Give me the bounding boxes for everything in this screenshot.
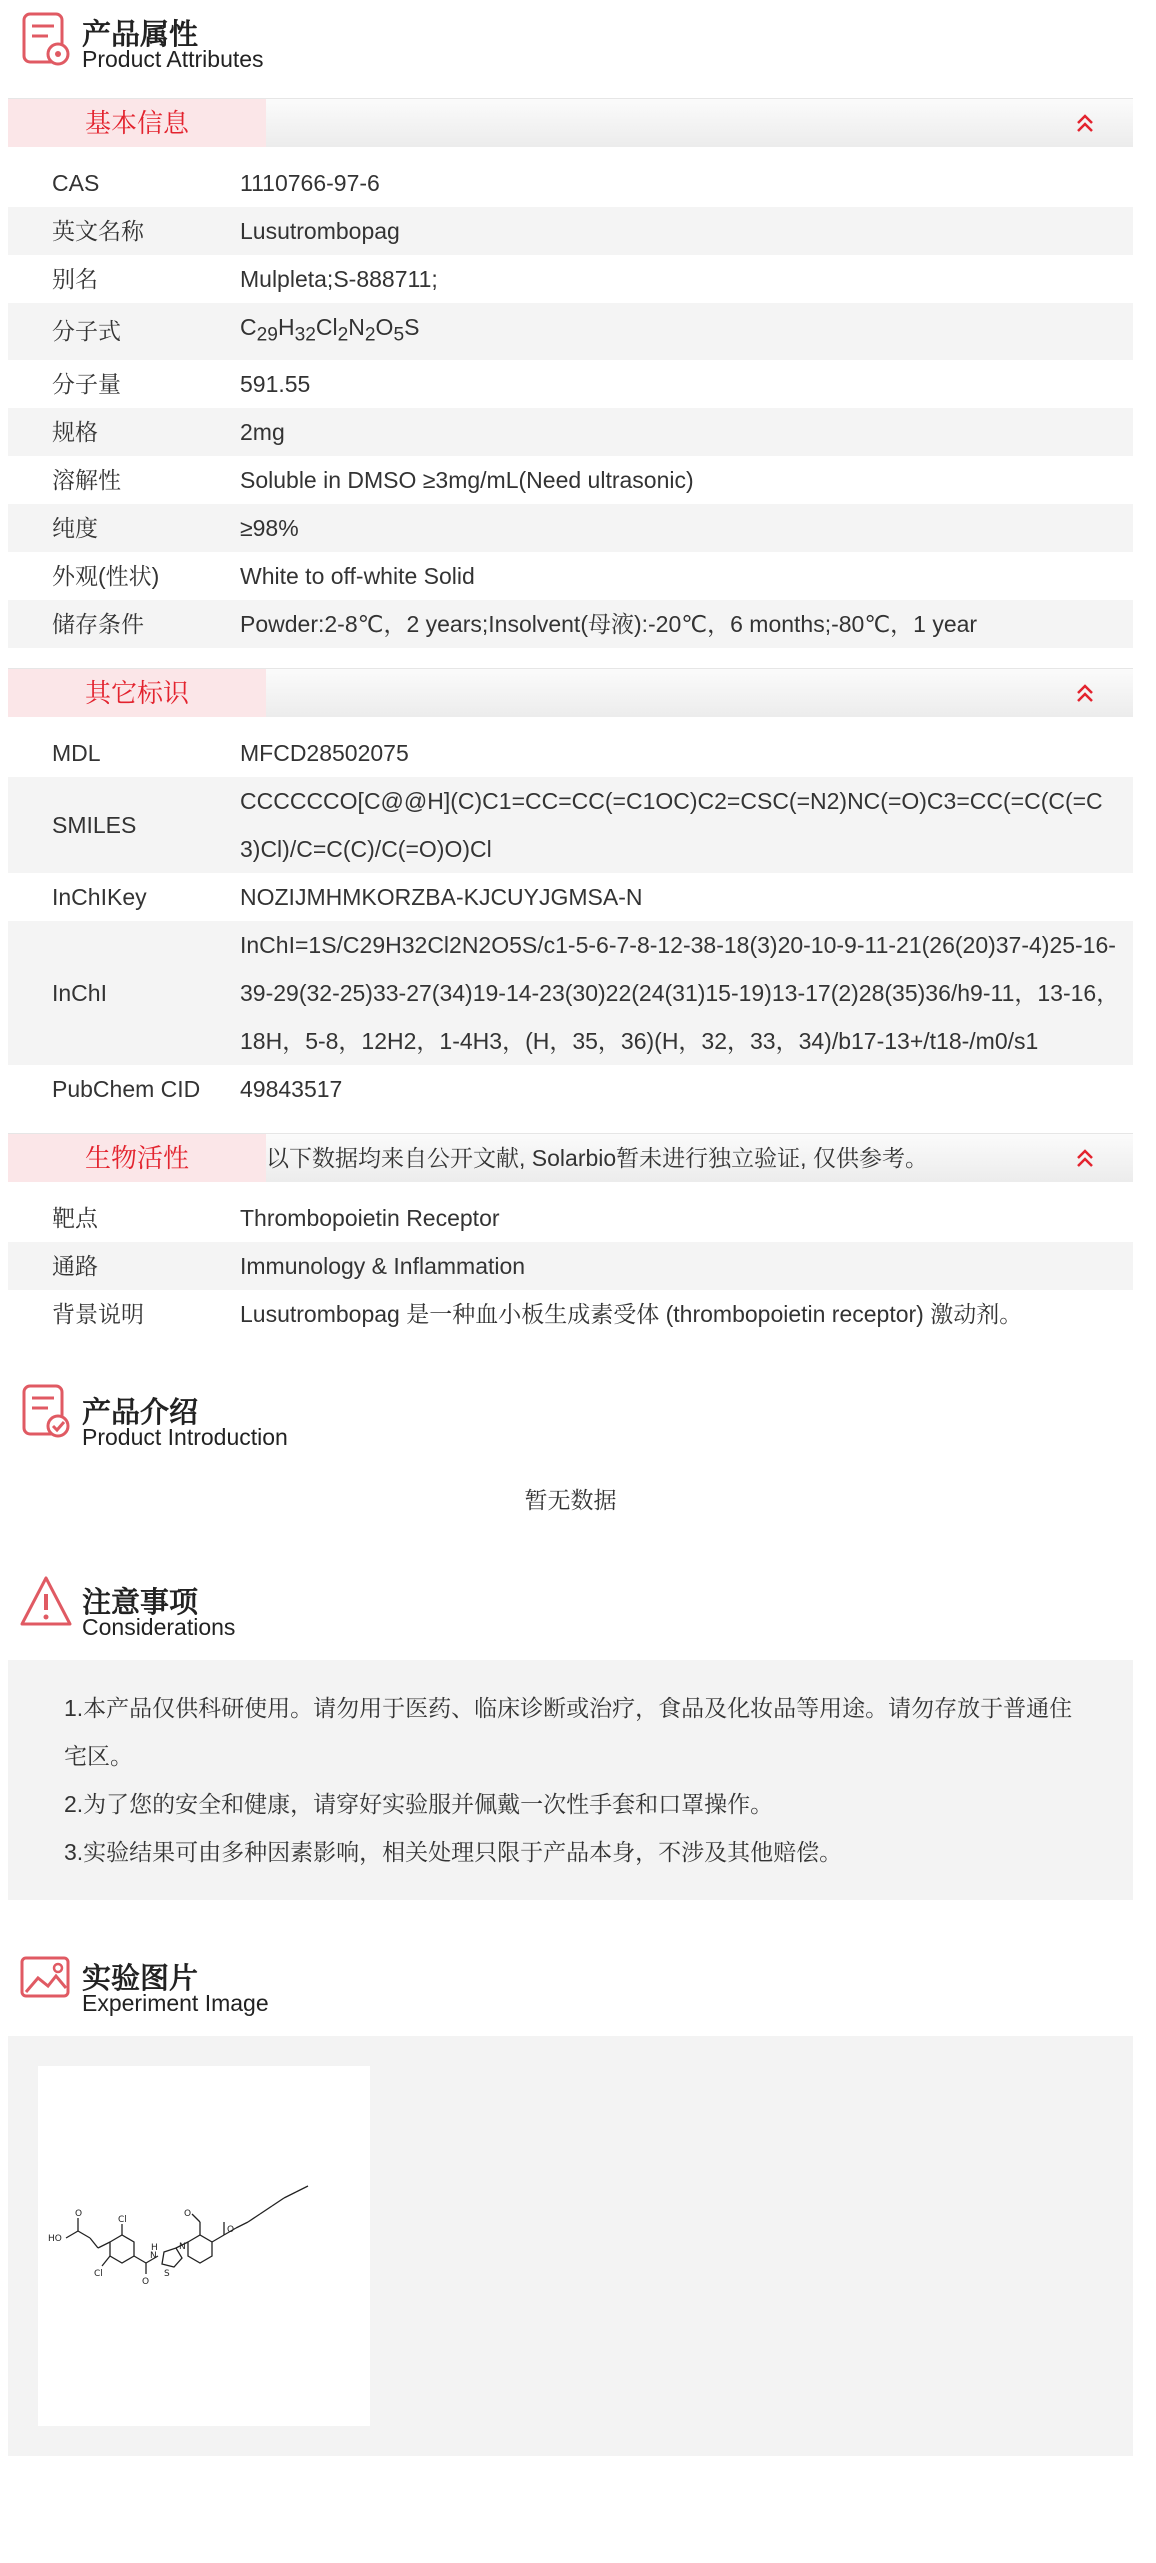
bio-activity-label: 生物活性: [8, 1134, 266, 1182]
table-row: [8, 408, 1133, 456]
structure-label: O: [142, 2276, 150, 2287]
row-key: CAS: [52, 170, 100, 196]
bio-activity-bar[interactable]: [8, 1133, 1133, 1182]
structure-label: O: [75, 2208, 83, 2219]
list-item: 3.实验结果可由多种因素影响，相关处理只限于产品本身，不涉及其他赔偿。: [64, 1838, 843, 1865]
table-row: [8, 207, 1133, 255]
table-row: [8, 777, 1133, 873]
image-icon: [18, 1948, 74, 2008]
structure-label: O: [184, 2208, 192, 2219]
row-value: Lusutrombopag: [240, 218, 400, 244]
basic-info-bar[interactable]: [8, 98, 1133, 147]
row-key: 溶解性: [52, 466, 121, 493]
row-value: White to off-white Solid: [240, 562, 475, 589]
other-ids-label: 其它标识: [8, 669, 266, 717]
experiment-title-cn: 实验图片: [82, 1962, 199, 1995]
row-key: 别名: [52, 266, 98, 292]
document-check-icon: [18, 1382, 74, 1442]
row-value: Thrombopoietin Receptor: [240, 1204, 500, 1231]
chevron-up-double-icon[interactable]: [1073, 681, 1097, 705]
row-value: 591.55: [240, 370, 311, 397]
intro-header: [8, 1378, 1133, 1470]
other-ids-bar[interactable]: [8, 668, 1133, 717]
structure-image[interactable]: [38, 2066, 370, 2426]
table-row: [8, 921, 1133, 1065]
formula-value: $C_{29}H_{32}Cl_2N_2O_5S$: [240, 314, 420, 346]
row-value: InChI=1S/C29H32Cl2N2O5S/c1-5-6-7-8-12-38-18(3)20-10-9-11-21(26(20)37-4)25-16-39-29(32-25)33-27(34)19-14-23(30)22(24(31)15-19)13-17(2)28(35)36/h9-11，13-16，18H，5-8，12H2，1-4H3，(H，35，36)(H，32，33，34)/b17-13+/t18-/m0/s1: [240, 931, 1120, 1054]
basic-info-label: 基本信息: [8, 99, 266, 147]
attributes-title-cn: 产品属性: [82, 19, 199, 51]
table-row: [8, 1242, 1133, 1290]
table-row: [8, 456, 1133, 504]
attributes-header: [8, 0, 1133, 98]
row-key: 靶点: [52, 1204, 98, 1231]
bio-activity-table: [8, 1194, 1133, 1338]
structure-label: H: [151, 2242, 158, 2253]
row-key: MDL: [52, 739, 101, 766]
row-key: 分子式: [52, 318, 121, 345]
row-value: ≥98%: [240, 514, 299, 541]
row-key: SMILES: [52, 811, 137, 838]
considerations-header: [8, 1568, 1133, 1660]
table-row: [8, 1194, 1133, 1242]
row-key: InChIKey: [52, 883, 147, 910]
row-key: 规格: [52, 418, 98, 445]
bio-disclaimer: 以下数据均来自公开文献, Solarbio暂未进行独立验证, 仅供参考。: [266, 1144, 928, 1171]
row-key: 储存条件: [52, 610, 144, 637]
table-row: [8, 255, 1133, 303]
document-gear-icon: [18, 10, 74, 70]
table-row: [8, 600, 1133, 648]
table-row: [8, 504, 1133, 552]
attributes-title-en: Product Attributes: [82, 46, 264, 72]
row-key: 纯度: [52, 514, 98, 541]
experiment-header: [8, 1944, 1133, 2036]
row-key: 外观(性状): [52, 562, 160, 589]
structure-label: HO: [48, 2233, 62, 2244]
row-value: NOZIJMHMKORZBA-KJCUYJGMSA-N: [240, 883, 643, 910]
table-row: [8, 1290, 1133, 1338]
list-item: 1.本产品仅供科研使用。请勿用于医药、临床诊断或治疗，食品及化妆品等用途。请勿存放于普通住宅区。: [64, 1694, 1073, 1769]
structure-label: Cl: [118, 2214, 127, 2225]
row-value: 1110766-97-6: [240, 170, 380, 196]
table-row: [8, 1065, 1133, 1113]
row-key: PubChem CID: [52, 1075, 201, 1102]
list-item: 2.为了您的安全和健康，请穿好实验服并佩戴一次性手套和口罩操作。: [64, 1790, 774, 1817]
structure-label: Cl: [94, 2268, 103, 2279]
intro-title-en: Product Introduction: [82, 1423, 288, 1450]
considerations-list: [8, 1660, 1133, 1900]
table-row: [8, 729, 1133, 777]
table-row: [8, 873, 1133, 921]
table-row: [8, 303, 1133, 360]
row-value: 49843517: [240, 1075, 343, 1102]
row-key: 背景说明: [52, 1300, 144, 1327]
other-ids-table: [8, 729, 1133, 1113]
experiment-title-en: Experiment Image: [82, 1989, 269, 2016]
row-value: Soluble in DMSO ≥3mg/mL(Need ultrasonic): [240, 466, 694, 493]
structure-label: N: [150, 2250, 157, 2261]
row-value: Powder:2-8℃，2 years;Insolvent(母液):-20℃，6 months;-80℃，1 year: [240, 610, 978, 637]
warning-icon: [18, 1572, 74, 1632]
chevron-up-double-icon[interactable]: [1073, 111, 1097, 135]
row-value: MFCD28502075: [240, 739, 409, 766]
structure-label: O: [227, 2224, 235, 2235]
chemical-structure-drawing: [38, 2066, 370, 2426]
structure-label: S: [164, 2268, 170, 2279]
table-row: [8, 360, 1133, 408]
basic-info-table: [8, 159, 1133, 648]
considerations-title-en: Considerations: [82, 1613, 236, 1640]
intro-empty-text: 暂无数据: [524, 1486, 617, 1513]
intro-title-cn: 产品介绍: [82, 1396, 199, 1429]
row-value: Immunology & Inflammation: [240, 1252, 526, 1279]
row-key: 分子量: [52, 370, 121, 397]
row-key: 英文名称: [52, 218, 144, 244]
structure-label: N: [179, 2241, 186, 2252]
row-value: CCCCCCO[C@@H](C)C1=CC=CC(=C1OC)C2=CSC(=N2)NC(=O)C3=CC(=C(C(=C3)Cl)/C=C(C)/C(=O)O)Cl: [240, 787, 1103, 862]
experiment-image-area: [8, 2036, 1133, 2456]
table-row: [8, 159, 1133, 207]
considerations-title-cn: 注意事项: [82, 1586, 199, 1619]
row-value: Mulpleta;S-888711;: [240, 266, 438, 292]
row-key: 通路: [52, 1252, 98, 1279]
table-row: [8, 552, 1133, 600]
row-key: InChI: [52, 979, 107, 1006]
row-value: 2mg: [240, 418, 285, 445]
row-value: Lusutrombopag 是一种血小板生成素受体 (thrombopoietin receptor) 激动剂。: [240, 1300, 1023, 1327]
chevron-up-double-icon[interactable]: [1073, 1146, 1097, 1170]
